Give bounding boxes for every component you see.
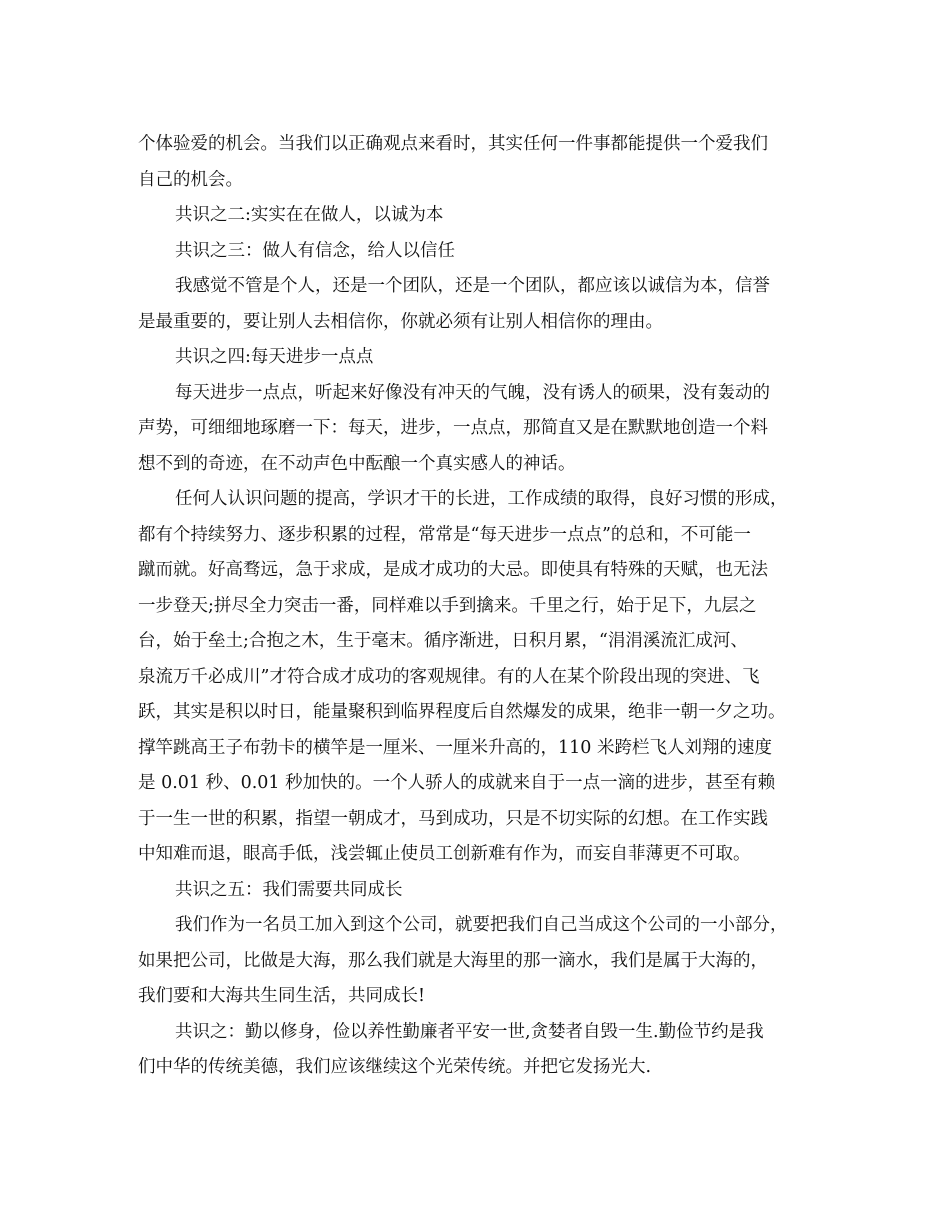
- paragraph-line: 撑竿跳高王子布勃卡的横竿是一厘米、一厘米升高的，110 米跨栏飞人刘翔的速度: [138, 737, 772, 758]
- paragraph-line: 共识之：勤以修身，俭以养性勤廉者平安一世,贪婪者自毁一生.勤俭节约是我: [175, 1021, 764, 1042]
- section-heading: 共识之二:实实在在做人，以诚为本: [175, 205, 444, 225]
- paragraph-line: 个体验爱的机会。当我们以正确观点来看时，其实任何一件事都能提供一个爱我们: [138, 134, 768, 154]
- document-body: [138, 127, 828, 1086]
- paragraph-line: 都有个持续努力、逐步积累的过程，常常是“每天进步一点点”的总和，不可能一: [138, 524, 751, 545]
- paragraph-line: 是 0.01 秒、0.01 秒加快的。一个人骄人的成就来自于一点一滴的进步，甚至有赖: [138, 773, 776, 793]
- paragraph-line: 们中华的传统美德，我们应该继续这个光荣传统。并把它发扬光大.: [138, 1057, 652, 1077]
- paragraph-line: 想不到的奇迹，在不动声色中酝酿一个真实感人的神话。: [138, 453, 576, 474]
- paragraph-line: 一步登天;拼尽全力突击一番，同样难以手到擒来。千里之行，始于足下，九层之: [138, 595, 757, 616]
- paragraph-line: 泉流万千必成川”才符合成才成功的客观规律。有的人在某个阶段出现的突进、飞: [138, 666, 760, 687]
- paragraph-line: 如果把公司，比做是大海，那么我们就是大海里的那一滴水，我们是属于大海的，: [138, 950, 768, 971]
- paragraph-line: 中知难而退，眼高手低，浅尝辄止使员工创新难有作为，而妄自菲薄更不可取。: [138, 844, 751, 864]
- section-heading: 共识之五：我们需要共同成长: [175, 879, 403, 900]
- paragraph-line: 蹴而就。好高骛远，急于求成，是成才成功的大忌。即使具有特殊的天赋，也无法: [138, 560, 768, 580]
- paragraph-line: 跃，其实是积以时日，能量聚积到临界程度后自然爆发的成果，绝非一朝一夕之功。: [138, 702, 786, 722]
- paragraph-line: 是最重要的，要让别人去相信你，你就必须有让别人相信你的理由。: [138, 311, 663, 332]
- paragraph-line: 声势，可细细地琢磨一下：每天，进步，一点点，那简直又是在默默地创造一个料: [138, 418, 768, 438]
- section-heading: 共识之三：做人有信念，给人以信任: [175, 240, 455, 261]
- paragraph-line: 于一生一世的积累，指望一朝成才，马到成功，只是不切实际的幻想。在工作实践: [138, 808, 768, 829]
- paragraph-line: 我们要和大海共生同生活，共同成长!: [138, 986, 426, 1006]
- section-heading: 共识之四:每天进步一点点: [175, 347, 374, 367]
- paragraph-line: 自己的机会。: [138, 169, 243, 190]
- paragraph-line: 我们作为一名员工加入到这个公司，就要把我们自己当成这个公司的一小部分，: [175, 915, 788, 935]
- paragraph-line: 每天进步一点点，听起来好像没有冲天的气魄，没有诱人的硕果，没有轰动的: [175, 382, 770, 403]
- paragraph-line: 台，始于垒土;合抱之木，生于毫末。循序渐进，日积月累，“涓涓溪流汇成河、: [138, 631, 748, 651]
- paragraph-line: 任何人认识问题的提高，学识才干的长进，工作成绩的取得，良好习惯的形成，: [175, 489, 788, 509]
- paragraph-line: 我感觉不管是个人，还是一个团队，还是一个团队，都应该以诚信为本，信誉: [175, 276, 770, 296]
